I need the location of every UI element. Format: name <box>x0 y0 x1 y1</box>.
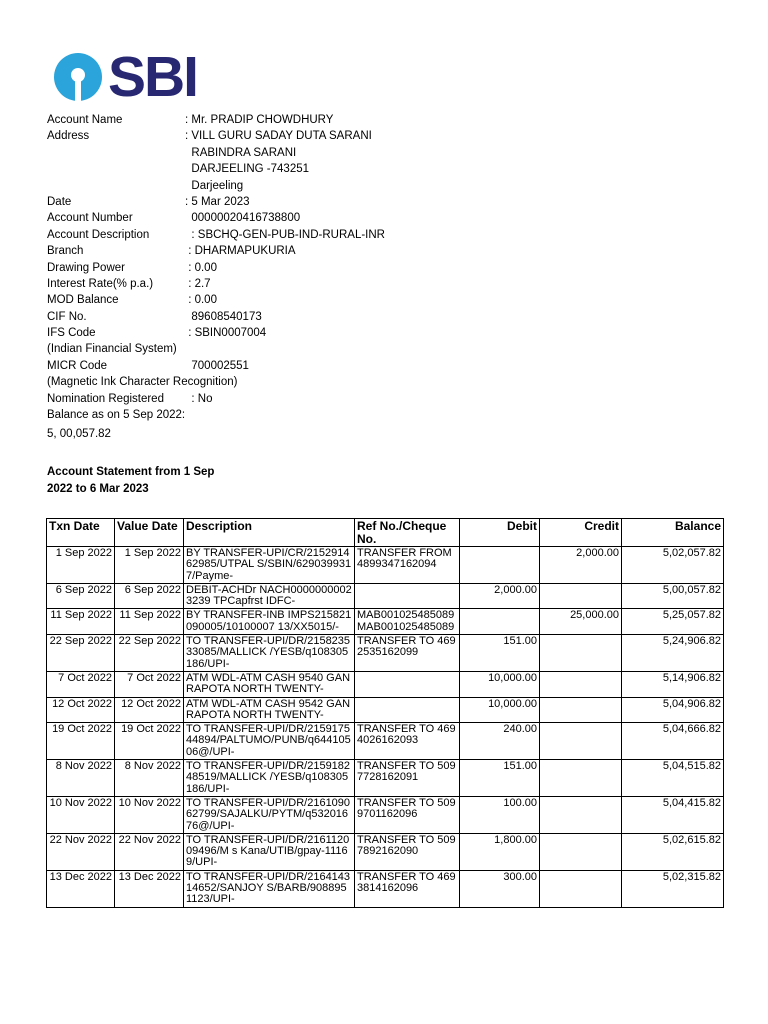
cell-value-date: 13 Dec 2022 <box>115 870 184 907</box>
info-row <box>47 210 301 226</box>
table-row <box>47 697 724 723</box>
cell-credit <box>540 723 622 760</box>
cell-value-date: 6 Sep 2022 <box>115 583 184 609</box>
cell-debit: 151.00 <box>460 760 540 797</box>
cell-debit: 151.00 <box>460 635 540 672</box>
header-value-date: Value Date <box>115 519 184 547</box>
info-row <box>47 243 296 259</box>
cell-description: ATM WDL-ATM CASH 9540 GANRAPOTA NORTH TWENTY- <box>184 671 355 697</box>
info-row <box>47 292 217 308</box>
info-row <box>47 178 244 194</box>
cell-description: BY TRANSFER-UPI/CR/215291462985/UTPAL S/SBIN/6290399317/Payme- <box>184 547 355 584</box>
info-value: : SBIN0007004 <box>185 327 267 340</box>
cell-credit <box>540 671 622 697</box>
table-row <box>47 583 724 609</box>
info-label: Interest Rate(% p.a.) <box>47 277 154 290</box>
info-label: MICR Code <box>47 359 108 372</box>
table-row <box>47 833 724 870</box>
info-label: IFS Code <box>47 327 96 340</box>
info-value: : DHARMAPUKURIA <box>185 245 296 258</box>
cell-value-date: 22 Nov 2022 <box>115 833 184 870</box>
cell-debit: 240.00 <box>460 723 540 760</box>
cell-txn-date: 22 Nov 2022 <box>47 833 115 870</box>
info-value: : 5 Mar 2023 <box>185 195 250 208</box>
opening-balance: 5, 00,057.82 <box>47 428 111 441</box>
info-label: Branch <box>47 245 84 258</box>
sbi-logo-text: SBI <box>108 45 198 109</box>
cell-ref: TRANSFER TO 5099701162096 <box>355 796 460 833</box>
cell-balance: 5,02,615.82 <box>622 833 724 870</box>
cell-ref: TRANSFER FROM 4899347162094 <box>355 547 460 584</box>
cell-balance: 5,14,906.82 <box>622 671 724 697</box>
cell-balance: 5,02,315.82 <box>622 870 724 907</box>
cell-debit: 100.00 <box>460 796 540 833</box>
cell-txn-date: 19 Oct 2022 <box>47 723 115 760</box>
cell-credit <box>540 583 622 609</box>
cell-description: TO TRANSFER-UPI/DR/215823533085/MALLICK /YESB/q108305186/UPI- <box>184 635 355 672</box>
cell-debit: 300.00 <box>460 870 540 907</box>
statement-title-line-1: Account Statement from 1 Sep <box>47 466 215 478</box>
cell-description: TO TRANSFER-UPI/DR/216414314652/SANJOY S/BARB/9088951123/UPI- <box>184 870 355 907</box>
info-value: 89608540173 <box>185 310 262 323</box>
transactions-table <box>46 518 724 908</box>
table-row <box>47 635 724 672</box>
cell-credit <box>540 870 622 907</box>
cell-ref: TRANSFER TO 4694026162093 <box>355 723 460 760</box>
cell-balance: 5,04,666.82 <box>622 723 724 760</box>
cell-value-date: 10 Nov 2022 <box>115 796 184 833</box>
cell-credit: 25,000.00 <box>540 609 622 635</box>
info-label: (Magnetic Ink Character Recognition) <box>47 376 238 389</box>
info-label: Address <box>47 130 90 143</box>
cell-ref <box>355 697 460 723</box>
cell-txn-date: 10 Nov 2022 <box>47 796 115 833</box>
cell-value-date: 8 Nov 2022 <box>115 760 184 797</box>
cell-txn-date: 13 Dec 2022 <box>47 870 115 907</box>
cell-debit: 2,000.00 <box>460 583 540 609</box>
cell-txn-date: 6 Sep 2022 <box>47 583 115 609</box>
table-row <box>47 870 724 907</box>
table-row <box>47 760 724 797</box>
info-value: : SBCHQ-GEN-PUB-IND-RURAL-INR <box>185 228 385 241</box>
cell-balance: 5,00,057.82 <box>622 583 724 609</box>
header-txn-date: Txn Date <box>47 519 115 547</box>
cell-value-date: 11 Sep 2022 <box>115 609 184 635</box>
info-label: Account Number <box>47 212 133 225</box>
cell-description: TO TRANSFER-UPI/DR/215918248519/MALLICK /YESB/q108305186/UPI- <box>184 760 355 797</box>
info-value: : 0.00 <box>185 261 217 274</box>
info-row <box>47 161 310 177</box>
cell-ref: TRANSFER TO 5097728162091 <box>355 760 460 797</box>
table-row <box>47 671 724 697</box>
info-label: Date <box>47 195 72 208</box>
cell-ref: MAB001025485089 MAB001025485089 <box>355 609 460 635</box>
cell-balance: 5,04,415.82 <box>622 796 724 833</box>
cell-credit <box>540 635 622 672</box>
account-info <box>47 112 385 443</box>
cell-balance: 5,04,906.82 <box>622 697 724 723</box>
info-row <box>47 391 213 407</box>
cell-credit <box>540 796 622 833</box>
cell-ref <box>355 671 460 697</box>
info-label: Account Description <box>47 228 150 241</box>
cell-txn-date: 7 Oct 2022 <box>47 671 115 697</box>
cell-balance: 5,02,057.82 <box>622 547 724 584</box>
cell-ref <box>355 583 460 609</box>
cell-balance: 5,04,515.82 <box>622 760 724 797</box>
info-label: Account Name <box>47 114 123 126</box>
cell-description: BY TRANSFER-INB IMPS215821090005/10100007 13/XX5015/- <box>184 609 355 635</box>
cell-value-date: 22 Sep 2022 <box>115 635 184 672</box>
info-row <box>47 341 177 357</box>
info-value: RABINDRA SARANI <box>185 146 297 159</box>
info-value: : No <box>185 392 213 405</box>
cell-txn-date: 8 Nov 2022 <box>47 760 115 797</box>
info-label: Drawing Power <box>47 261 125 274</box>
cell-value-date: 1 Sep 2022 <box>115 547 184 584</box>
sbi-logo-icon <box>54 53 102 101</box>
header-debit: Debit <box>460 519 540 547</box>
header-credit: Credit <box>540 519 622 547</box>
info-row <box>47 358 249 374</box>
info-row <box>47 325 267 341</box>
info-label: Balance as on 5 Sep 2022: <box>47 409 186 422</box>
info-row <box>47 128 372 144</box>
cell-debit <box>460 609 540 635</box>
cell-balance: 5,24,906.82 <box>622 635 724 672</box>
cell-debit: 10,000.00 <box>460 671 540 697</box>
info-label: CIF No. <box>47 310 87 323</box>
cell-description: TO TRANSFER-UPI/DR/215917544894/PALTUMO/PUNB/q64410506@/UPI- <box>184 723 355 760</box>
info-row <box>47 194 250 210</box>
cell-txn-date: 12 Oct 2022 <box>47 697 115 723</box>
cell-credit <box>540 833 622 870</box>
info-row <box>47 374 238 390</box>
info-value: : VILL GURU SADAY DUTA SARANI <box>185 130 372 143</box>
cell-debit <box>460 547 540 584</box>
cell-ref: TRANSFER TO 4693814162096 <box>355 870 460 907</box>
cell-txn-date: 1 Sep 2022 <box>47 547 115 584</box>
info-label: MOD Balance <box>47 294 119 307</box>
header-ref: Ref No./Cheque No. <box>355 519 460 547</box>
info-value: DARJEELING -743251 <box>185 163 310 176</box>
cell-txn-date: 22 Sep 2022 <box>47 635 115 672</box>
info-value: : 0.00 <box>185 294 217 307</box>
cell-description: ATM WDL-ATM CASH 9542 GANRAPOTA NORTH TWENTY- <box>184 697 355 723</box>
header-description: Description <box>184 519 355 547</box>
info-row <box>47 112 334 128</box>
info-row <box>47 145 297 161</box>
table-row <box>47 723 724 760</box>
cell-description: DEBIT-ACHDr NACH00000000023239 TPCapfrst IDFC- <box>184 583 355 609</box>
info-value: Darjeeling <box>185 179 244 192</box>
info-row <box>47 276 211 292</box>
info-value: 700002551 <box>185 359 249 372</box>
info-value: : 2.7 <box>185 277 211 290</box>
cell-ref: TRANSFER TO 4692535162099 <box>355 635 460 672</box>
table-row <box>47 796 724 833</box>
cell-value-date: 12 Oct 2022 <box>115 697 184 723</box>
cell-description: TO TRANSFER-UPI/DR/216112009496/M s Kana/UTIB/gpay-11169/UPI- <box>184 833 355 870</box>
statement-title <box>47 464 214 498</box>
cell-description: TO TRANSFER-UPI/DR/216109062799/SAJALKU/PYTM/q53201676@/UPI- <box>184 796 355 833</box>
cell-credit: 2,000.00 <box>540 547 622 584</box>
header-balance: Balance <box>622 519 724 547</box>
table-row <box>47 609 724 635</box>
cell-debit: 1,800.00 <box>460 833 540 870</box>
cell-txn-date: 11 Sep 2022 <box>47 609 115 635</box>
cell-value-date: 19 Oct 2022 <box>115 723 184 760</box>
info-row <box>47 309 262 325</box>
table-row <box>47 547 724 584</box>
info-label: (Indian Financial System) <box>47 343 177 356</box>
info-row <box>47 260 217 276</box>
statement-title-line-2: 2022 to 6 Mar 2023 <box>47 483 149 495</box>
cell-debit: 10,000.00 <box>460 697 540 723</box>
info-value: : Mr. PRADIP CHOWDHURY <box>185 114 334 126</box>
info-value: 00000020416738800 <box>185 212 301 225</box>
cell-ref: TRANSFER TO 5097892162090 <box>355 833 460 870</box>
cell-credit <box>540 697 622 723</box>
cell-credit <box>540 760 622 797</box>
table-header-row <box>47 519 724 547</box>
info-label: Nomination Registered <box>47 392 164 405</box>
info-row <box>47 227 385 243</box>
cell-balance: 5,25,057.82 <box>622 609 724 635</box>
sbi-logo <box>54 45 214 109</box>
cell-value-date: 7 Oct 2022 <box>115 671 184 697</box>
info-row <box>47 407 186 423</box>
